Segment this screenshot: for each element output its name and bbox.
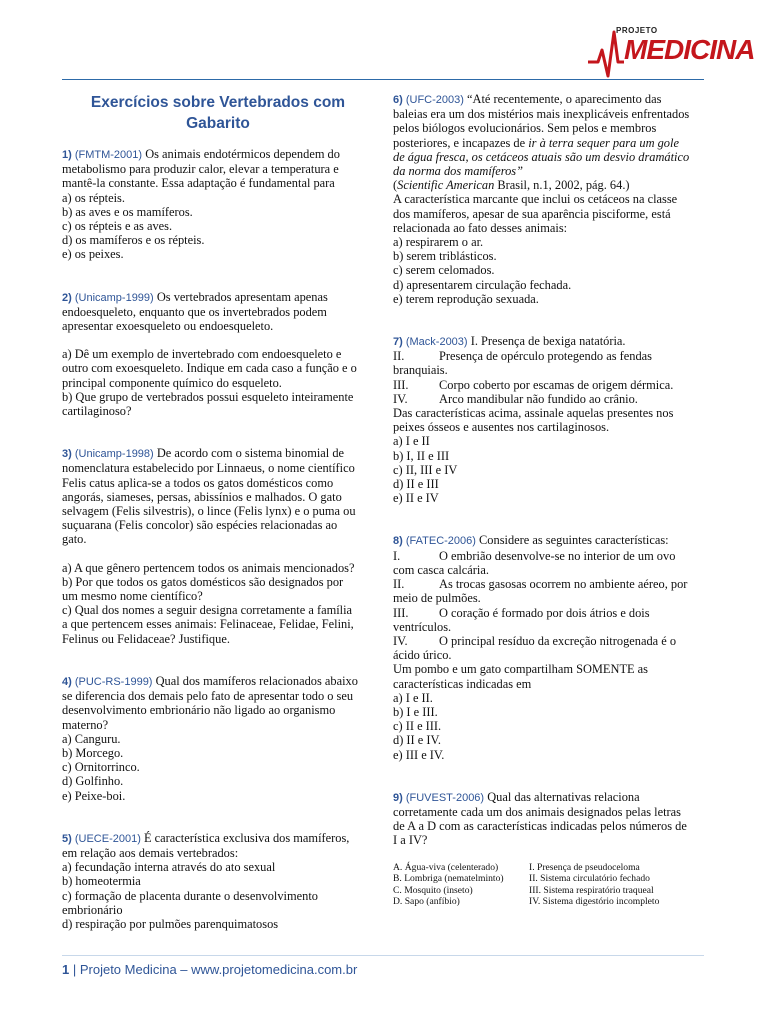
roman-item: III. O coração é formado por dois átrios e dois [393, 605, 650, 620]
matching-table [393, 862, 705, 908]
quote-line: posteriores, e incapazes de [393, 135, 529, 150]
question-part: c) Qual dos nomes a seguir designa corretamente a família [62, 603, 353, 618]
question-3 [62, 446, 374, 646]
logo-medicina-text: MEDICINA [624, 34, 755, 65]
question-body-line: relacionada ao fato desses animais: [393, 220, 568, 235]
roman-item: II. Presença de opérculo protegendo as fendas [393, 349, 652, 364]
answer-option: a) os répteis. [62, 190, 125, 205]
question-stem-line: Os animais endotérmicos dependem do [145, 147, 340, 161]
trait-item: III. Sistema respiratório traqueal [529, 884, 654, 896]
question-stem-line: I a IV? [393, 833, 428, 848]
quote-line: “Até recentemente, o aparecimento das [467, 92, 662, 106]
question-part: principal componente químico do esqueleto. [62, 375, 282, 390]
question-part: b) Que grupo de vertebrados possui esqueleto inteiramente [62, 389, 354, 404]
question-stem-line: desenvolvimento embrionário não ligado ao organismo [62, 703, 336, 718]
trait-item: IV. Sistema digestório incompleto [529, 896, 660, 908]
question-number: 3) (Unicamp-1998) [62, 448, 154, 461]
right-column [393, 92, 705, 908]
animal-item: C. Mosquito (inseto) [393, 884, 473, 896]
question-stem-line: Considere as seguintes características: [479, 533, 669, 548]
footer-site-text: Projeto Medicina – www.projetomedicina.com.br [79, 962, 358, 977]
question-source: (FUVEST-2006) [405, 791, 485, 804]
answer-option: b) I e III. [393, 704, 438, 719]
question-stem-line: mantê-la constante. Essa adaptação é fundamental para [62, 176, 335, 191]
left-column [62, 92, 374, 931]
answer-option: a) I e II [393, 434, 430, 449]
answer-option: d) apresentarem circulação fechada. [393, 277, 572, 292]
roman-item: III. Corpo coberto por escamas de origem dérmica. [393, 377, 674, 392]
question-part: a) A que gênero pertencem todos os animais mencionados? [62, 560, 355, 575]
question-stem-line: Qual das alternativas relaciona [487, 789, 640, 804]
answer-option: d) respiração por pulmões parenquimatosos [62, 916, 279, 931]
question-stem-line: materno? [62, 717, 109, 732]
question-stem-line: Qual dos mamíferos relacionados abaixo [155, 673, 358, 688]
question-2 [62, 290, 374, 419]
answer-option: b) serem triblásticos. [393, 249, 497, 264]
question-source: (FMTM-2001) [74, 149, 143, 161]
answer-option: c) II e III. [393, 719, 442, 734]
question-stem-line: nomenclatura estabelecido por Linnaeus, o nome científico [62, 461, 355, 476]
answer-option: a) I e II. [393, 690, 433, 705]
answer-option: c) os répteis e as aves. [62, 219, 173, 234]
question-part: a que pertencem esses animais: Felinaceae, Felidae, Felini, [62, 617, 354, 632]
question-number: 5) (UECE-2001) [62, 832, 141, 845]
animal-item: D. Sapo (anfíbio) [393, 896, 460, 908]
roman-item-cont: com casca calcária. [393, 562, 489, 577]
answer-option: c) Ornitorrinco. [62, 760, 140, 775]
question-part: cartilaginoso? [62, 404, 132, 419]
question-body-line: peixes ósseos e ausentes nos cartilaginosos. [393, 420, 610, 435]
roman-item-cont: branquiais. [393, 363, 448, 378]
projeto-medicina-logo [586, 26, 755, 80]
question-stem-line: se diferencia dos demais pelo fato de apresentar todo o seu [62, 689, 354, 704]
animal-item: B. Lombriga (nematelminto) [393, 873, 504, 885]
logo-projeto-text: PROJETO [616, 26, 658, 35]
trait-item: I. Presença de pseudoceloma [529, 861, 640, 873]
quote-italic: de água fresca, os cetáceos atuais são um desvio dramático [393, 149, 690, 164]
question-number: 2) (Unicamp-1999) [62, 291, 154, 304]
question-body-line: dos mamíferos, apesar de sua aparência pisciforme, está [393, 206, 671, 221]
question-source: (Mack-2003) [405, 336, 468, 349]
question-stem-line: De acordo com o sistema binomial de [156, 446, 345, 461]
question-source: (FATEC-2006) [405, 535, 476, 548]
question-stem-line: angorás, siameses, persas, abissínios e malhados. O gato [62, 489, 342, 504]
quote-italic: da norma dos mamíferos” [393, 164, 523, 179]
question-part: outro com exoesqueleto. Indique em cada caso a função e o [62, 361, 357, 376]
question-source: (Unicamp-1998) [74, 448, 154, 461]
question-stem-line: apresentar exoesqueleto ou endoesqueleto. [62, 319, 274, 334]
question-stem-line: metabolismo para produzir calor, elevar a temperatura e [62, 162, 339, 177]
question-number: 8) (FATEC-2006) [393, 535, 476, 548]
question-source: (PUC-RS-1999) [74, 675, 153, 688]
roman-item-cont: ventrículos. [393, 619, 452, 634]
question-stem-line: Felis catus aplica-se a todos os gatos domésticos como [62, 475, 334, 490]
answer-option: e) II e IV [393, 491, 439, 506]
answer-option: b) I, II e III [393, 448, 450, 463]
citation: (Scientific American Brasil, n.1, 2002, pág. 64.) [393, 178, 630, 193]
answer-option: a) respirarem o ar. [393, 235, 484, 250]
question-5 [62, 831, 374, 931]
question-stem-line: gato. [62, 532, 87, 547]
question-part: um mesmo nome científico? [62, 589, 203, 604]
answer-option: b) Morcego. [62, 745, 124, 760]
answer-option: embrionário [62, 902, 123, 917]
answer-option: d) II e III [393, 477, 439, 492]
animals-column [393, 862, 529, 908]
answer-option: c) formação de placenta durante o desenvolvimento [62, 888, 318, 903]
roman-item: IV. O principal resíduo da excreção nitrogenada é o [393, 633, 677, 648]
quote-italic: ir à terra sequer para um gole [528, 135, 679, 150]
trait-item: II. Sistema circulatório fechado [529, 873, 650, 885]
answer-option: e) Peixe-boi. [62, 788, 126, 803]
animal-item: A. Água-viva (celenterado) [393, 861, 499, 873]
roman-item: IV. Arco mandibular não fundido ao crânio. [393, 391, 638, 406]
answer-option: a) fecundação interna através do ato sexual [62, 860, 276, 875]
header-divider [62, 79, 704, 80]
answer-option: e) terem reprodução sexuada. [393, 291, 539, 306]
roman-item: II. As trocas gasosas ocorrem no ambiente aéreo, por [393, 577, 688, 592]
question-part: Felinus ou Felidaceae? Justifique. [62, 631, 230, 646]
question-body-line: A característica marcante que inclui os cetáceos na classe [393, 192, 678, 207]
question-body-line: Das características acima, assinale aquelas presentes nos [393, 406, 674, 421]
page-title: Exercícios sobre Vertebrados com Gabarito [90, 94, 346, 132]
answer-option: a) Canguru. [62, 731, 121, 746]
roman-item: I. O embrião desenvolve-se no interior de um ovo [393, 548, 676, 563]
question-body-line: características indicadas em [393, 676, 532, 691]
question-4 [62, 674, 374, 803]
question-part: b) Por que todos os gatos domésticos são designados por [62, 574, 344, 589]
roman-item-cont: ácido úrico. [393, 648, 452, 663]
question-body-line: Um pombo e um gato compartilham SOMENTE as [393, 662, 649, 677]
page-number: 1 [62, 962, 70, 977]
question-stem-line: de A a D com as características indicadas pelos números de [393, 819, 687, 834]
question-stem-line: Os vertebrados apresentam apenas [156, 289, 328, 304]
question-9 [393, 790, 705, 908]
answer-option: e) os peixes. [62, 247, 124, 262]
quote-line: baleias era um dos mistérios mais inexplicáveis enfrentados [393, 107, 690, 122]
answer-option: c) II, III e IV [393, 462, 458, 477]
question-source: (Unicamp-1999) [74, 291, 154, 304]
question-6 [393, 92, 705, 306]
question-number: 1) (FMTM-2001) [62, 149, 143, 161]
question-source: (UFC-2003) [405, 94, 464, 106]
question-source: (UECE-2001) [74, 832, 141, 845]
quote-line: pelos biólogos evolucionários. Sem pelos e membros [393, 121, 657, 136]
question-7 [393, 334, 705, 505]
question-number: 9) (FUVEST-2006) [393, 791, 485, 804]
roman-item: I. Presença de bexiga natatória. [470, 334, 626, 349]
answer-option: b) homeotermia [62, 874, 141, 889]
question-stem-line: em relação aos demais vertebrados: [62, 845, 239, 860]
answer-option: d) II e IV. [393, 733, 441, 748]
question-1 [62, 147, 374, 262]
answer-option: e) III e IV. [393, 747, 445, 762]
question-number: 7) (Mack-2003) [393, 336, 468, 349]
roman-item-cont: meio de pulmões. [393, 591, 481, 606]
page-footer: 1 | Projeto Medicina – www.projetomedicina.com.br [62, 962, 358, 977]
question-number: 4) (PUC-RS-1999) [62, 675, 153, 688]
question-stem-line: endoesqueleto, enquanto que os invertebrados podem [62, 304, 327, 319]
answer-option: c) serem celomados. [393, 263, 495, 278]
traits-column [529, 862, 705, 908]
question-part: a) Dê um exemplo de invertebrado com endoesqueleto e [62, 347, 342, 362]
question-stem-line: suçuarana (Felis concolor) são espécies relacionadas ao [62, 518, 338, 533]
answer-option: d) Golfinho. [62, 774, 124, 789]
question-stem-line: É característica exclusiva dos mamíferos, [143, 830, 350, 845]
question-stem-line: corretamente cada um dos animais designados pelas letras [393, 804, 681, 819]
question-number: 6) (UFC-2003) [393, 94, 464, 106]
answer-option: d) os mamíferos e os répteis. [62, 233, 205, 248]
question-stem-line: selvagem (Felis silvestris), o lince (Felis lynx) e o puma ou [62, 504, 356, 519]
footer-divider [62, 955, 704, 956]
answer-option: b) as aves e os mamíferos. [62, 204, 193, 219]
question-8 [393, 533, 705, 761]
